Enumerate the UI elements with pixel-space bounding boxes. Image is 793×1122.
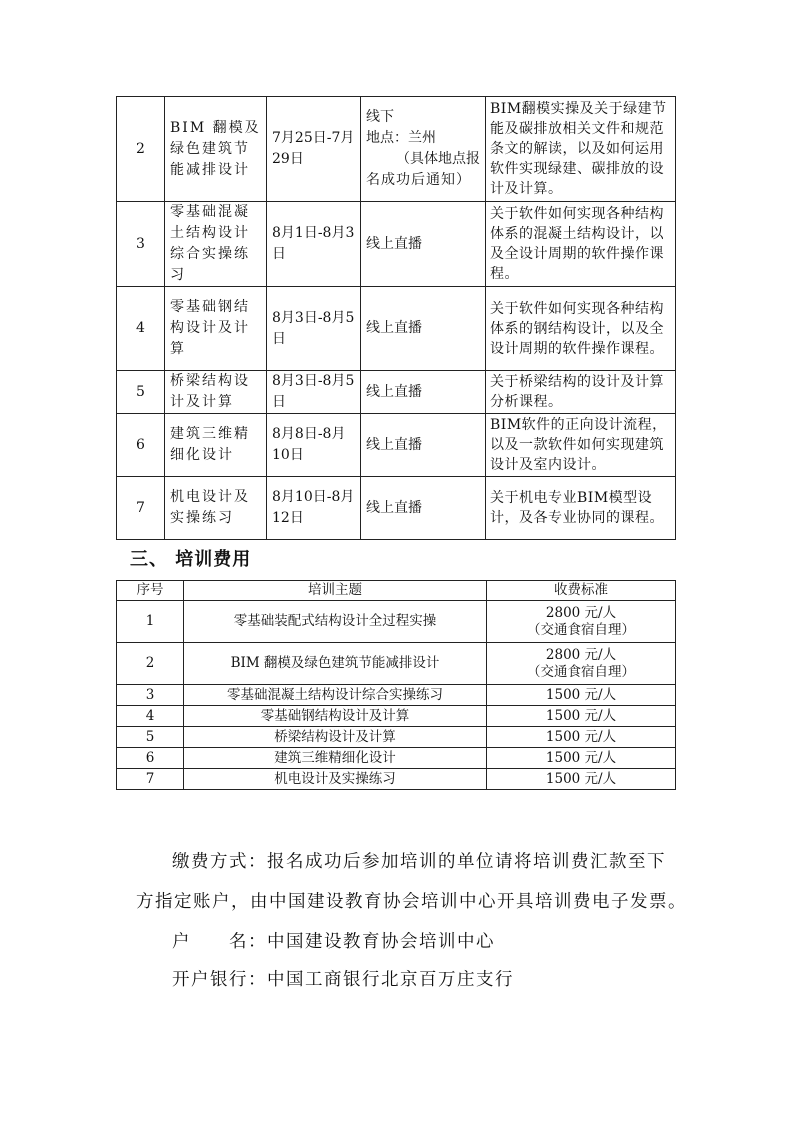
table-row — [117, 643, 676, 685]
row-number: 7 — [117, 477, 165, 540]
course-date: 7月25日-7月29日 — [267, 97, 361, 202]
fee-amount: 2800 元/人 — [545, 604, 617, 621]
course-topic: 零基础装配式结构设计全过程实操 — [184, 601, 487, 643]
course-topic: 零基础钢结构设计及计算 — [184, 706, 487, 727]
column-header: 序号 — [117, 581, 184, 601]
row-number: 3 — [117, 202, 165, 287]
account-name-row — [172, 928, 495, 953]
bank-name: 中国工商银行北京百万庄支行 — [267, 970, 514, 990]
table-row — [117, 287, 676, 371]
course-topic: BIM 翻模及绿色建筑节能减排设计 — [165, 97, 267, 202]
course-date: 8月3日-8月5日 — [267, 287, 361, 371]
course-location: 线上直播 — [361, 477, 486, 540]
course-topic: 零基础混凝土结构设计综合实操练习 — [184, 685, 487, 706]
section-title-fees: 三、 培训费用 — [130, 549, 252, 570]
row-number: 7 — [117, 769, 184, 790]
row-number: 6 — [117, 414, 165, 477]
table-row — [117, 202, 676, 287]
account-name-label: 户 名： — [172, 932, 267, 952]
course-description: 关于桥梁结构的设计及计算分析课程。 — [486, 371, 676, 414]
course-description: 关于软件如何实现各种结构体系的混凝土结构设计，以及全设计周期的软件操作课程。 — [486, 202, 676, 287]
table-row — [117, 477, 676, 540]
course-topic: 建筑三维精细化设计 — [165, 414, 267, 477]
fee-amount: 1500 元/人 — [487, 727, 676, 748]
course-location: 线上直播 — [361, 287, 486, 371]
course-topic: 桥梁结构设计及计算 — [165, 371, 267, 414]
fees-table — [116, 580, 676, 790]
column-header: 培训主题 — [184, 581, 487, 601]
location-line: （具体地点报 — [396, 151, 480, 167]
bank-row — [172, 966, 514, 991]
table-row — [117, 706, 676, 727]
fee-cell — [487, 643, 676, 685]
course-location — [361, 97, 486, 202]
row-number: 2 — [117, 643, 184, 685]
location-line: 名成功后通知） — [366, 172, 471, 188]
fee-amount: 2800 元/人 — [545, 646, 617, 663]
schedule-table — [116, 96, 676, 540]
location-line: 线下 — [366, 109, 394, 125]
row-number: 5 — [117, 371, 165, 414]
course-description: 关于机电专业BIM模型设计，及各专业协同的课程。 — [486, 477, 676, 540]
column-header: 收费标准 — [487, 581, 676, 601]
row-number: 6 — [117, 748, 184, 769]
course-topic: 零基础混凝土结构设计综合实操练习 — [165, 202, 267, 287]
course-description: 关于软件如何实现各种结构体系的钢结构设计，以及全设计周期的软件操作课程。 — [486, 287, 676, 371]
course-topic: 机电设计及实操练习 — [184, 769, 487, 790]
course-topic: 零基础钢结构设计及计算 — [165, 287, 267, 371]
fee-note: （交通食宿自理） — [527, 663, 635, 680]
course-date: 8月1日-8月3日 — [267, 202, 361, 287]
table-header-row — [117, 581, 676, 601]
table-row — [117, 685, 676, 706]
table-row — [117, 601, 676, 643]
fee-amount: 1500 元/人 — [487, 685, 676, 706]
table-row — [117, 727, 676, 748]
course-description: BIM翻模实操及关于绿建节能及碳排放相关文件和规范条文的解读，以及如何运用软件实现绿建、碳排放的设计及计算。 — [486, 97, 676, 202]
account-name: 中国建设教育协会培训中心 — [267, 932, 495, 952]
fee-amount: 1500 元/人 — [487, 748, 676, 769]
fee-note: （交通食宿自理） — [527, 621, 635, 638]
course-topic: BIM 翻模及绿色建筑节能减排设计 — [184, 643, 487, 685]
row-number: 4 — [117, 287, 165, 371]
row-number: 2 — [117, 97, 165, 202]
course-topic: 机电设计及实操练习 — [165, 477, 267, 540]
row-number: 5 — [117, 727, 184, 748]
table-row — [117, 414, 676, 477]
fee-amount: 1500 元/人 — [487, 706, 676, 727]
course-date: 8月3日-8月5日 — [267, 371, 361, 414]
fee-cell — [487, 601, 676, 643]
bank-label: 开户银行： — [172, 970, 267, 990]
fee-amount: 1500 元/人 — [487, 769, 676, 790]
location-line: 地点：兰州 — [366, 130, 436, 146]
row-number: 4 — [117, 706, 184, 727]
table-row — [117, 769, 676, 790]
row-number: 1 — [117, 601, 184, 643]
course-topic: 建筑三维精细化设计 — [184, 748, 487, 769]
course-location: 线上直播 — [361, 414, 486, 477]
course-date: 8月8日-8月10日 — [267, 414, 361, 477]
payment-method-line-2: 方指定账户，由中国建设教育协会培训中心开具培训费电子发票。 — [136, 892, 687, 912]
table-row — [117, 97, 676, 202]
course-description: BIM软件的正向设计流程，以及一款软件如何实现建筑设计及室内设计。 — [486, 414, 676, 477]
course-location: 线上直播 — [361, 202, 486, 287]
course-date: 8月10日-8月12日 — [267, 477, 361, 540]
table-row — [117, 748, 676, 769]
row-number: 3 — [117, 685, 184, 706]
course-location: 线上直播 — [361, 371, 486, 414]
payment-method-line-1: 缴费方式：报名成功后参加培训的单位请将培训费汇款至下 — [172, 852, 666, 872]
course-topic: 桥梁结构设计及计算 — [184, 727, 487, 748]
table-row — [117, 371, 676, 414]
